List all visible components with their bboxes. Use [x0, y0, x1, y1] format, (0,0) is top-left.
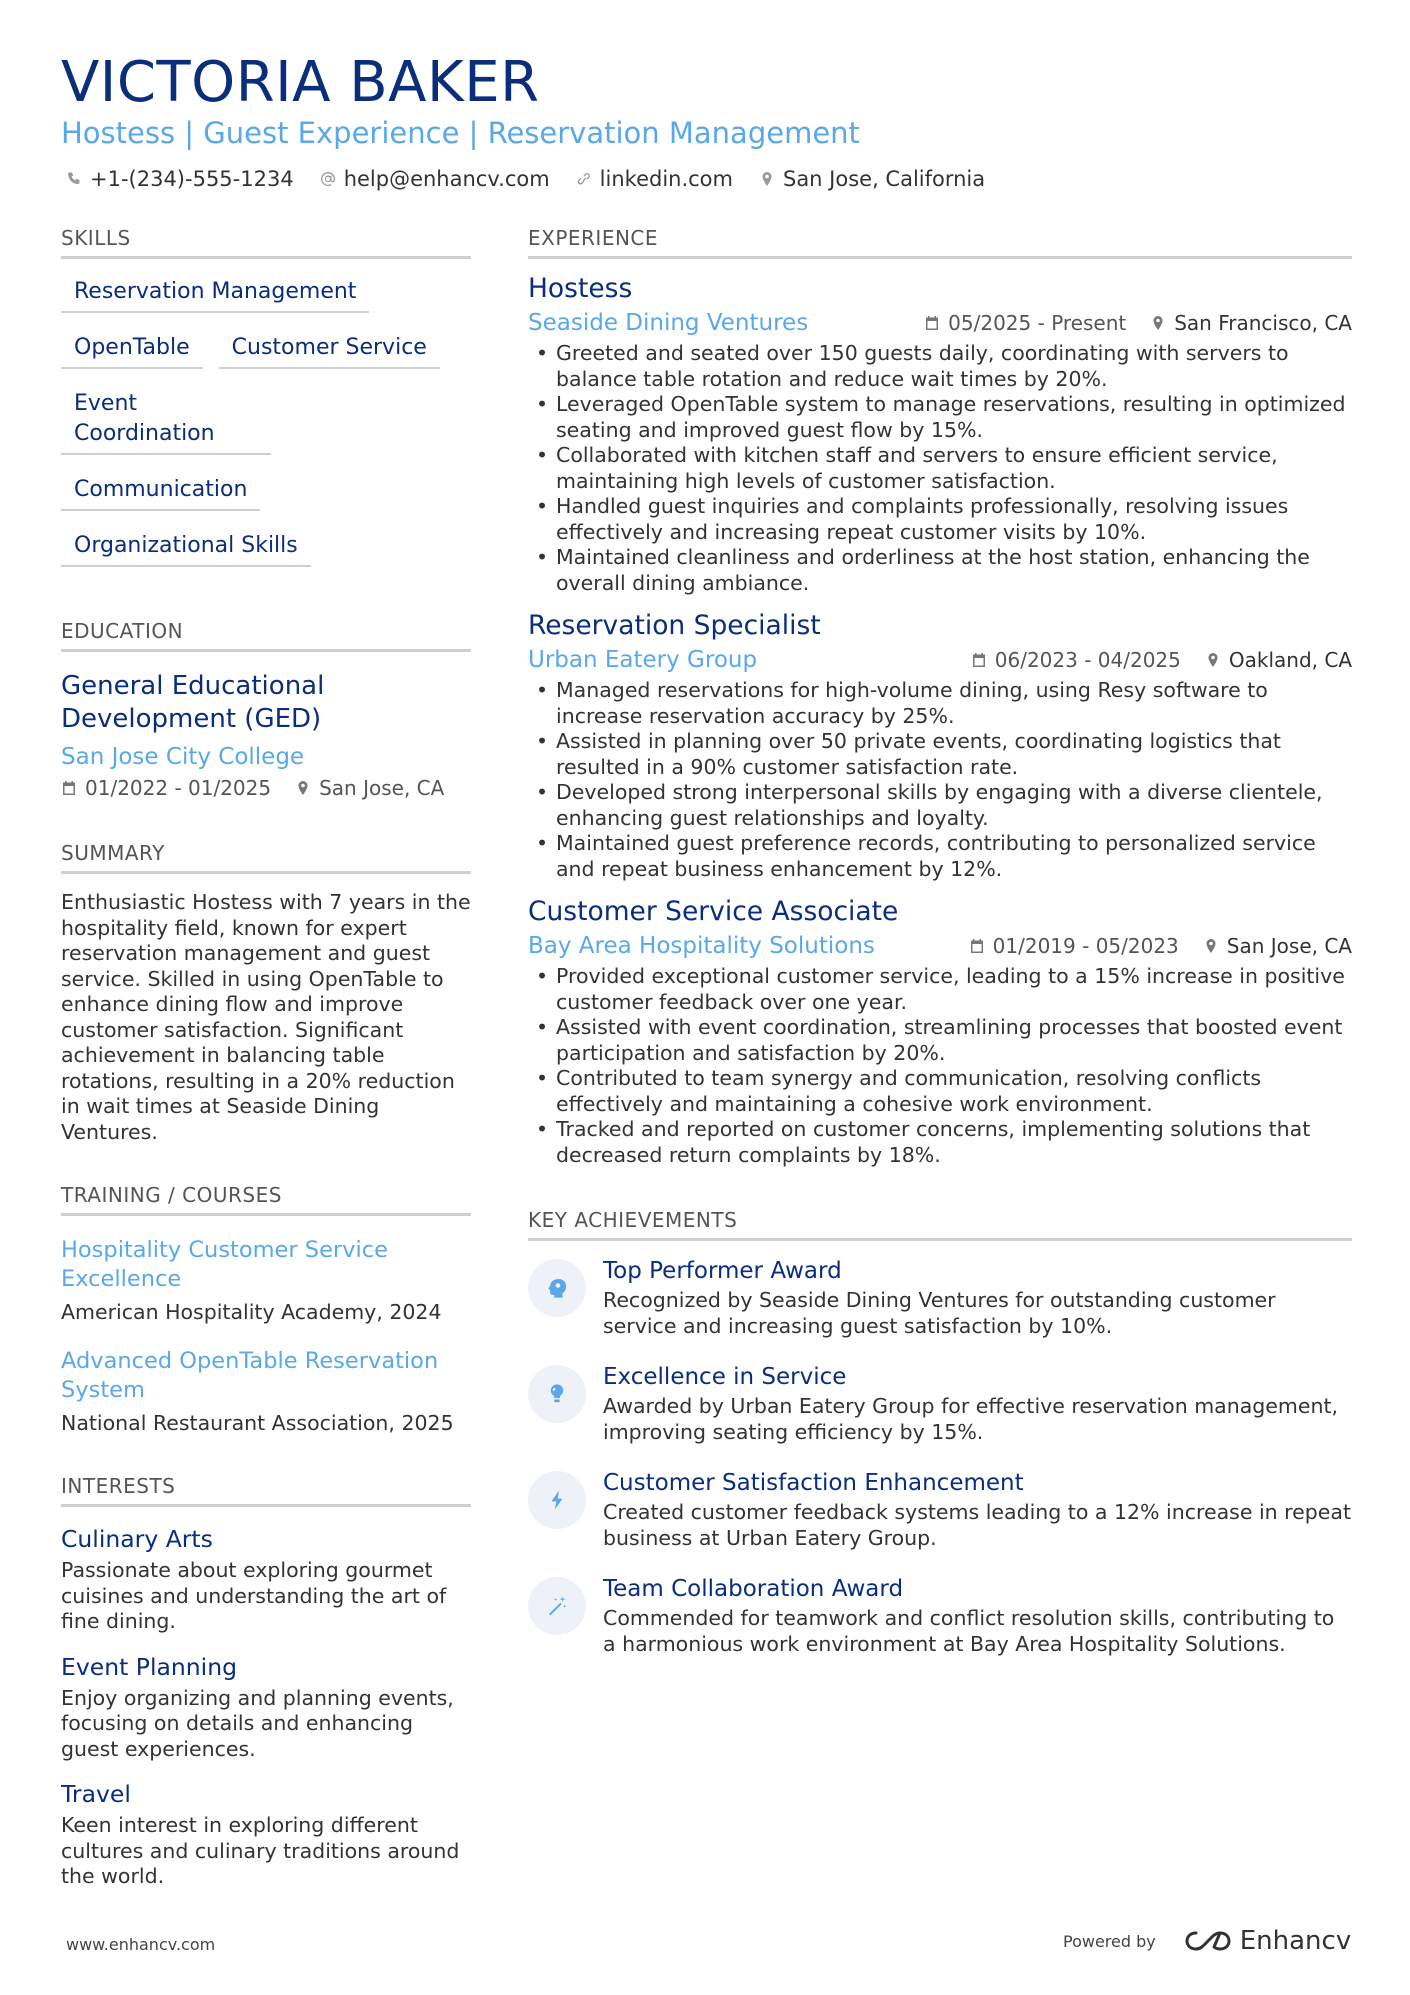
head-icon	[546, 1277, 568, 1299]
education-location	[295, 773, 444, 803]
achievement-text: Awarded by Urban Eatery Group for effective reservation management, improving seating efficiency by 15%.	[603, 1394, 1339, 1444]
contact-linkedin[interactable]	[576, 164, 733, 194]
skill-tag: Event Coordination	[61, 389, 271, 455]
course-org: American Hospitality Academy, 2024	[61, 1300, 442, 1324]
job-dates	[971, 645, 1181, 675]
company-name: Seaside Dining Ventures	[528, 310, 809, 336]
job-dates	[969, 931, 1179, 961]
candidate-name: VICTORIA BAKER	[61, 50, 540, 115]
education-dates-text: 01/2022 - 01/2025	[85, 776, 272, 800]
skills-section-title: SKILLS	[61, 224, 471, 259]
achievements-section-title: KEY ACHIEVEMENTS	[528, 1206, 1352, 1241]
course-org: National Restaurant Association, 2025	[61, 1411, 454, 1435]
achievement-item	[528, 1255, 1352, 1339]
job-title: Reservation Specialist	[528, 610, 821, 641]
contact-row	[66, 164, 985, 194]
job-meta-row	[528, 644, 1352, 676]
experience-entry	[528, 271, 1352, 596]
powered-by-label: Powered by	[1063, 1931, 1156, 1951]
education-meta	[61, 773, 471, 803]
education-location-text: San Jose, CA	[319, 776, 445, 800]
education-section-title: EDUCATION	[61, 617, 471, 652]
company-name: Bay Area Hospitality Solutions	[528, 933, 875, 959]
job-bullet: • Maintained guest preference records, contributing to personalized service and repeat business enhancement by 12%.	[528, 831, 1352, 882]
interest-text: Enjoy organizing and planning events, focusing on details and enhancing guest experiences.	[61, 1685, 454, 1761]
achievement-text: Commended for teamwork and conflict resolution skills, contributing to a harmonious work environment at Bay Area Hospitality Solutions.	[603, 1606, 1335, 1656]
achievement-item	[528, 1573, 1352, 1657]
location-text: San Jose, California	[782, 167, 986, 191]
job-bullet: • Assisted with event coordination, streamlining processes that boosted event participation and satisfaction by 20%.	[528, 1015, 1352, 1066]
linkedin-text: linkedin.com	[599, 167, 733, 191]
job-meta-row	[528, 930, 1352, 962]
calendar-icon	[924, 315, 940, 331]
job-location-text: San Jose, CA	[1226, 934, 1352, 958]
job-dates-text: 06/2023 - 04/2025	[994, 648, 1181, 672]
training-section-title: TRAINING / COURSES	[61, 1181, 471, 1216]
summary-section-title: SUMMARY	[61, 839, 471, 874]
course-title: Advanced OpenTable Reservation System	[61, 1348, 439, 1403]
calendar-icon	[971, 652, 987, 668]
interest-title: Travel	[61, 1780, 131, 1808]
calendar-icon	[969, 938, 985, 954]
job-dates-text: 01/2019 - 05/2023	[992, 934, 1179, 958]
location-pin-icon	[1150, 315, 1166, 331]
training-item	[61, 1347, 471, 1438]
job-bullet: • Contributed to team synergy and communication, resolving conflicts effectively and maintaining a cohesive work environment.	[528, 1066, 1352, 1117]
achievement-title: Team Collaboration Award	[603, 1576, 904, 1602]
experience-section-title: EXPERIENCE	[528, 224, 1352, 259]
phone-text: +1-(234)-555-1234	[90, 167, 294, 191]
job-bullet: • Developed strong interpersonal skills by engaging with a diverse clientele, enhancing guest relationships and loyalty.	[528, 780, 1352, 831]
skill-tag: Communication	[61, 475, 260, 511]
achievement-title: Excellence in Service	[603, 1364, 847, 1390]
education-school: San Jose City College	[61, 744, 305, 770]
link-icon	[576, 171, 592, 187]
achievement-item	[528, 1467, 1352, 1551]
achievement-icon-badge	[528, 1365, 586, 1423]
job-bullet: • Collaborated with kitchen staff and servers to ensure efficient service, maintaining high levels of customer satisfaction.	[528, 443, 1352, 494]
interest-title: Event Planning	[61, 1652, 238, 1681]
interest-item	[61, 1778, 471, 1890]
job-location	[1203, 931, 1352, 961]
achievement-title: Top Performer Award	[603, 1258, 842, 1284]
skill-tag: Customer Service	[219, 333, 440, 369]
job-meta	[924, 308, 1352, 338]
job-bullet: • Leveraged OpenTable system to manage reservations, resulting in optimized seating and improved guest flow by 15%.	[528, 392, 1352, 443]
candidate-tagline: Hostess | Guest Experience | Reservation Management	[61, 116, 860, 150]
job-bullet: • Assisted in planning over 50 private events, coordinating logistics that resulted in a 90% customer satisfaction rate.	[528, 729, 1352, 780]
experience-entry	[528, 894, 1352, 1168]
job-bullets	[528, 964, 1352, 1168]
job-location-text: San Francisco, CA	[1174, 311, 1352, 335]
job-bullet: • Greeted and seated over 150 guests daily, coordinating with servers to balance table rotation and reduce wait times by 20%.	[528, 341, 1352, 392]
magic-wand-icon	[546, 1595, 568, 1617]
contact-email[interactable]	[320, 164, 550, 194]
job-dates	[924, 308, 1126, 338]
education-degree: General Educational Development (GED)	[61, 671, 325, 734]
skill-tag: OpenTable	[61, 333, 203, 369]
calendar-icon	[61, 780, 77, 796]
achievement-title: Customer Satisfaction Enhancement	[603, 1470, 1024, 1496]
achievement-icon-badge	[528, 1577, 586, 1635]
contact-phone[interactable]	[66, 164, 294, 194]
job-bullets	[528, 678, 1352, 882]
skill-tag: Reservation Management	[61, 277, 369, 313]
footer-branding[interactable]	[1063, 1926, 1351, 1956]
at-icon	[320, 171, 336, 187]
location-pin-icon	[1203, 938, 1219, 954]
interest-text: Passionate about exploring gourmet cuisines and understanding the art of fine dining.	[61, 1558, 447, 1633]
interest-item	[61, 1651, 471, 1763]
job-bullet: • Handled guest inquiries and complaints professionally, resolving issues effectively and increasing repeat customer visits by 10%.	[528, 494, 1352, 545]
brand-name: Enhancv	[1239, 1926, 1352, 1956]
location-pin-icon	[295, 780, 311, 796]
job-meta	[971, 645, 1352, 675]
skills-list	[61, 277, 471, 567]
contact-location	[759, 164, 985, 194]
job-title: Customer Service Associate	[528, 896, 899, 927]
achievement-icon-badge	[528, 1259, 586, 1317]
company-name: Urban Eatery Group	[528, 647, 758, 673]
achievement-text: Created customer feedback systems leading to a 12% increase in repeat business at Urban Eatery Group.	[603, 1500, 1351, 1550]
job-location	[1205, 645, 1352, 675]
interest-text: Keen interest in exploring different cultures and culinary traditions around the world.	[61, 1813, 460, 1888]
footer-website[interactable]: www.enhancv.com	[66, 1935, 216, 1954]
job-meta-row	[528, 307, 1352, 339]
job-title: Hostess	[528, 273, 633, 304]
achievement-text: Recognized by Seaside Dining Ventures for outstanding customer service and increasing guest satisfaction by 10%.	[603, 1288, 1276, 1338]
enhancv-logo	[1184, 1926, 1351, 1956]
job-bullet: • Provided exceptional customer service, leading to a 15% increase in positive customer feedback over one year.	[528, 964, 1352, 1015]
education-dates	[61, 773, 271, 803]
location-pin-icon	[1205, 652, 1221, 668]
interests-section-title: INTERESTS	[61, 1472, 471, 1507]
location-pin-icon	[759, 171, 775, 187]
enhancv-logo-icon	[1184, 1928, 1232, 1954]
skill-tag: Organizational Skills	[61, 531, 311, 567]
experience-entry	[528, 608, 1352, 882]
job-bullets	[528, 341, 1352, 596]
right-column	[528, 224, 1352, 1657]
job-location	[1150, 308, 1352, 338]
training-item	[61, 1236, 471, 1327]
course-title: Hospitality Customer Service Excellence	[61, 1237, 388, 1292]
job-bullet: • Tracked and reported on customer concerns, implementing solutions that decreased return complaints by 18%.	[528, 1117, 1352, 1168]
achievement-item	[528, 1361, 1352, 1445]
job-location-text: Oakland, CA	[1228, 648, 1352, 672]
job-bullet: • Managed reservations for high-volume dining, using Resy software to increase reservation accuracy by 25%.	[528, 678, 1352, 729]
achievement-icon-badge	[528, 1471, 586, 1529]
job-meta	[969, 931, 1352, 961]
job-dates-text: 05/2025 - Present	[948, 311, 1127, 335]
phone-icon	[66, 171, 82, 187]
interest-title: Culinary Arts	[61, 1525, 213, 1553]
lightbulb-icon	[546, 1383, 568, 1405]
left-column	[61, 224, 471, 1890]
lightning-icon	[546, 1489, 568, 1511]
job-bullet: • Maintained cleanliness and orderliness at the host station, enhancing the overall dining ambiance.	[528, 545, 1352, 596]
summary-text: Enthusiastic Hostess with 7 years in the hospitality field, known for expert reservation management and guest service. Skilled in using OpenTable to enhance dining flow and improve customer satisfaction. Significant achievement in balancing table rotations, resulting in a 20% reduction in wait times at Seaside Dining Ventures.	[61, 890, 471, 1144]
email-text: help@enhancv.com	[343, 167, 550, 191]
interest-item	[61, 1523, 471, 1635]
